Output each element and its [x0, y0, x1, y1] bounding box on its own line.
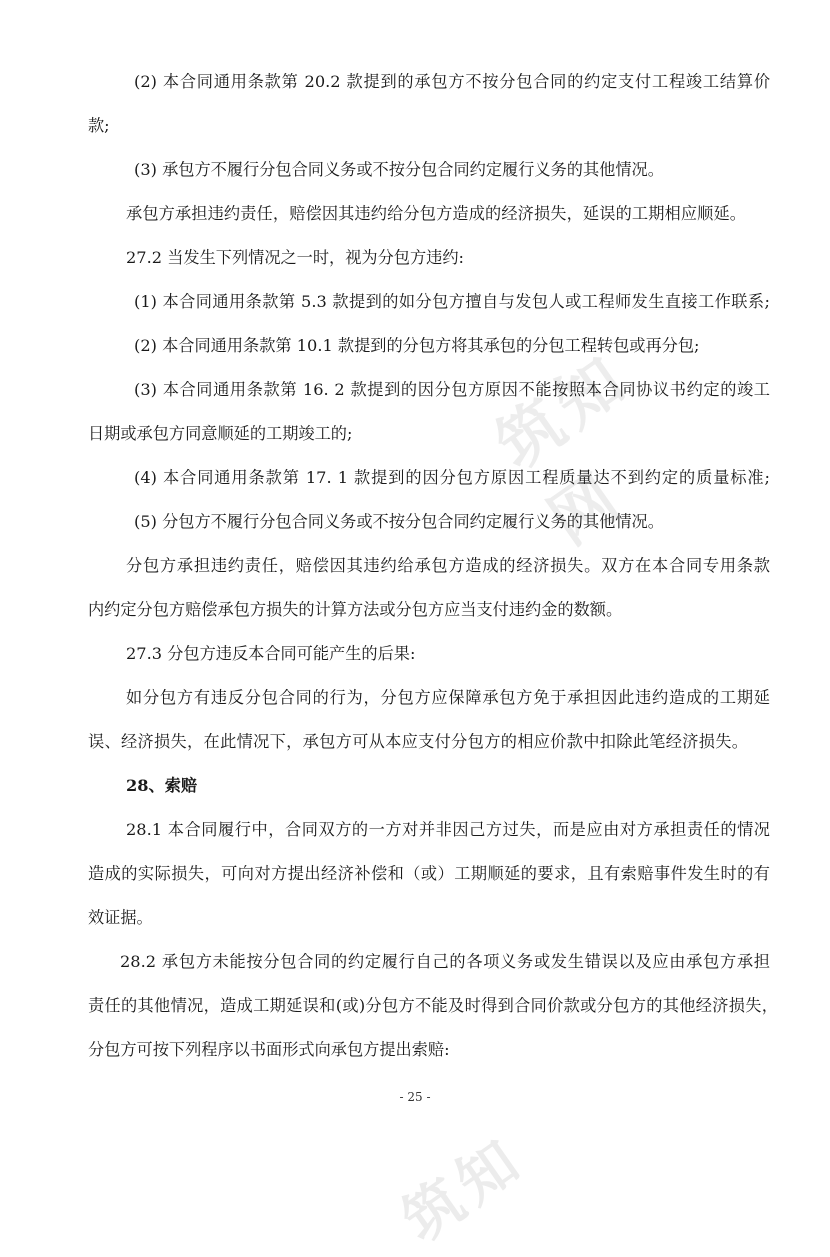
paragraph-line: 效证据。 [88, 908, 153, 927]
paragraph-line: 内约定分包方赔偿承包方损失的计算方法或分包方应当支付违约金的数额。 [88, 600, 623, 619]
paragraph-line: 28.2 承包方未能按分包合同的约定履行自己的各项义务或发生错误以及应由承包方承担 [120, 952, 770, 971]
paragraph-line: 款; [88, 116, 110, 135]
paragraph-line: (5) 分包方不履行分包合同义务或不按分包合同约定履行义务的其他情况。 [134, 512, 664, 531]
paragraph-line: (1) 本合同通用条款第 5.3 款提到的如分包方擅自与发包人或工程师发生直接工作联系; [134, 292, 770, 311]
page-number: - 25 - [399, 1090, 431, 1104]
paragraph-line: (3) 本合同通用条款第 16. 2 款提到的因分包方原因不能按照本合同协议书约定的竣工 [134, 380, 770, 399]
paragraph-line: 造成的实际损失，可向对方提出经济补偿和（或）工期顺延的要求，且有索赔事件发生时的有 [88, 864, 770, 883]
paragraph-line: 27.2 当发生下列情况之一时，视为分包方违约: [126, 248, 465, 267]
paragraph-line: 如分包方有违反分包合同的行为，分包方应保障承包方免于承担因此违约造成的工期延 [126, 688, 770, 707]
paragraph-line: 27.3 分包方违反本合同可能产生的后果: [126, 644, 416, 663]
paragraph-line: (2) 本合同通用条款第 10.1 款提到的分包方将其承包的分包工程转包或再分包; [134, 336, 700, 355]
paragraph-line: 分包方承担违约责任，赔偿因其违约给承包方造成的经济损失。双方在本合同专用条款 [126, 556, 770, 575]
paragraph-line: (4) 本合同通用条款第 17. 1 款提到的因分包方原因工程质量达不到约定的质量标准; [134, 468, 770, 487]
paragraph-line: 误、经济损失，在此情况下，承包方可从本应支付分包方的相应价款中扣除此笔经济损失。 [88, 732, 748, 751]
paragraph-line: 承包方承担违约责任，赔偿因其违约给分包方造成的经济损失，延误的工期相应顺延。 [126, 204, 746, 223]
paragraph-line: 分包方可按下列程序以书面形式向承包方提出索赔: [88, 1040, 450, 1059]
paragraph-line: 日期或承包方同意顺延的工期竣工的; [88, 424, 353, 443]
paragraph-line: 28.1 本合同履行中，合同双方的一方对并非因己方过失，而是应由对方承担责任的情况 [126, 820, 770, 839]
paragraph-line: 责任的其他情况，造成工期延误和(或)分包方不能及时得到合同价款或分包方的其他经济损失， [88, 996, 778, 1015]
watermark: 筑知网 [483, 340, 645, 560]
paragraph-line: (3) 承包方不履行分包合同义务或不按分包合同约定履行义务的其他情况。 [134, 160, 664, 179]
paragraph-line: (2) 本合同通用条款第 20.2 款提到的承包方不按分包合同的约定支付工程竣工结算价 [134, 72, 770, 91]
section-heading: 28、索赔 [126, 776, 198, 795]
watermark-bottom: 筑知 [390, 1123, 538, 1255]
